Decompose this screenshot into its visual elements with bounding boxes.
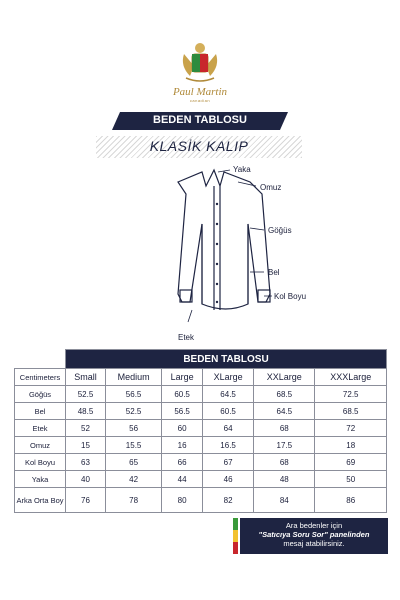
table-cell: 42 [106,471,162,488]
fit-label: KLASİK KALIP [149,138,249,154]
table-cell: 82 [203,488,254,513]
table-row [15,386,387,403]
table-cell: 52.5 [66,386,106,403]
table-cell: 56.5 [106,386,162,403]
table-cell: 52 [66,420,106,437]
table-header: BEDEN TABLOSU [66,350,387,369]
table-row [15,403,387,420]
size-small: Small [66,369,106,386]
table-row [15,420,387,437]
table-cell: 17.5 [254,437,315,454]
table-cell: 48 [254,471,315,488]
table-cell: 78 [106,488,162,513]
table-cell: 56.5 [162,403,203,420]
table-cell: 76 [66,488,106,513]
table-cell: 69 [315,454,387,471]
table-cell: 72 [315,420,387,437]
flag-stripe-icon [233,518,238,554]
row-label: Arka Orta Boy [15,488,66,513]
table-cell: 16 [162,437,203,454]
note-line-1: Ara bedenler için [285,521,343,530]
table-row [15,454,387,471]
table-cell: 60.5 [203,403,254,420]
row-label: Omuz [15,437,66,454]
size-large: Large [162,369,203,386]
table-row [15,437,387,454]
label-gogus: Göğüs [268,226,292,235]
table-cell: 80 [162,488,203,513]
table-cell: 40 [66,471,106,488]
size-xxlarge: XXLarge [254,369,315,386]
table-cell: 50 [315,471,387,488]
table-row [15,471,387,488]
label-yaka: Yaka [233,165,251,174]
row-label: Göğüs [15,386,66,403]
table-cell: 48.5 [66,403,106,420]
row-label: Bel [15,403,66,420]
table-cell: 15.5 [106,437,162,454]
table-cell: 46 [203,471,254,488]
row-label: Yaka [15,471,66,488]
table-row [15,488,387,513]
table-cell: 44 [162,471,203,488]
size-medium: Medium [106,369,162,386]
size-header-row [15,369,387,386]
label-etek: Etek [178,333,195,342]
table-cell: 65 [106,454,162,471]
table-cell: 63 [66,454,106,471]
title-banner-text: BEDEN TABLOSU [153,114,247,126]
brand-name: Paul Martin [172,86,228,98]
table-cell: 84 [254,488,315,513]
brand-subtitle: canadian [189,98,211,103]
label-kol-boyu: Kol Boyu [274,292,307,301]
table-cell: 64 [203,420,254,437]
size-xxxlarge: XXXLarge [315,369,387,386]
table-cell: 16.5 [203,437,254,454]
info-note-box [240,518,388,554]
brand-crest-logo [170,36,230,84]
table-cell: 64.5 [254,403,315,420]
size-table [14,349,387,513]
table-cell: 56 [106,420,162,437]
row-label: Kol Boyu [15,454,66,471]
table-cell: 60 [162,420,203,437]
size-xlarge: XLarge [203,369,254,386]
table-cell: 68 [254,420,315,437]
table-cell: 18 [315,437,387,454]
table-cell: 52.5 [106,403,162,420]
note-line-3: mesaj atabilirsiniz. [283,539,345,548]
table-cell: 72.5 [315,386,387,403]
table-cell: 67 [203,454,254,471]
label-omuz: Omuz [260,183,282,192]
table-cell: 64.5 [203,386,254,403]
unit-label: Centimeters [15,369,66,386]
label-bel: Bel [268,268,280,277]
table-cell: 68 [254,454,315,471]
table-cell: 68.5 [254,386,315,403]
note-line-2: "Satıcıya Soru Sor" panelinden [258,530,370,539]
table-cell: 15 [66,437,106,454]
table-cell: 66 [162,454,203,471]
shirt-diagram [130,164,330,344]
table-cell: 86 [315,488,387,513]
table-cell: 60.5 [162,386,203,403]
table-cell: 68.5 [315,403,387,420]
row-label: Etek [15,420,66,437]
